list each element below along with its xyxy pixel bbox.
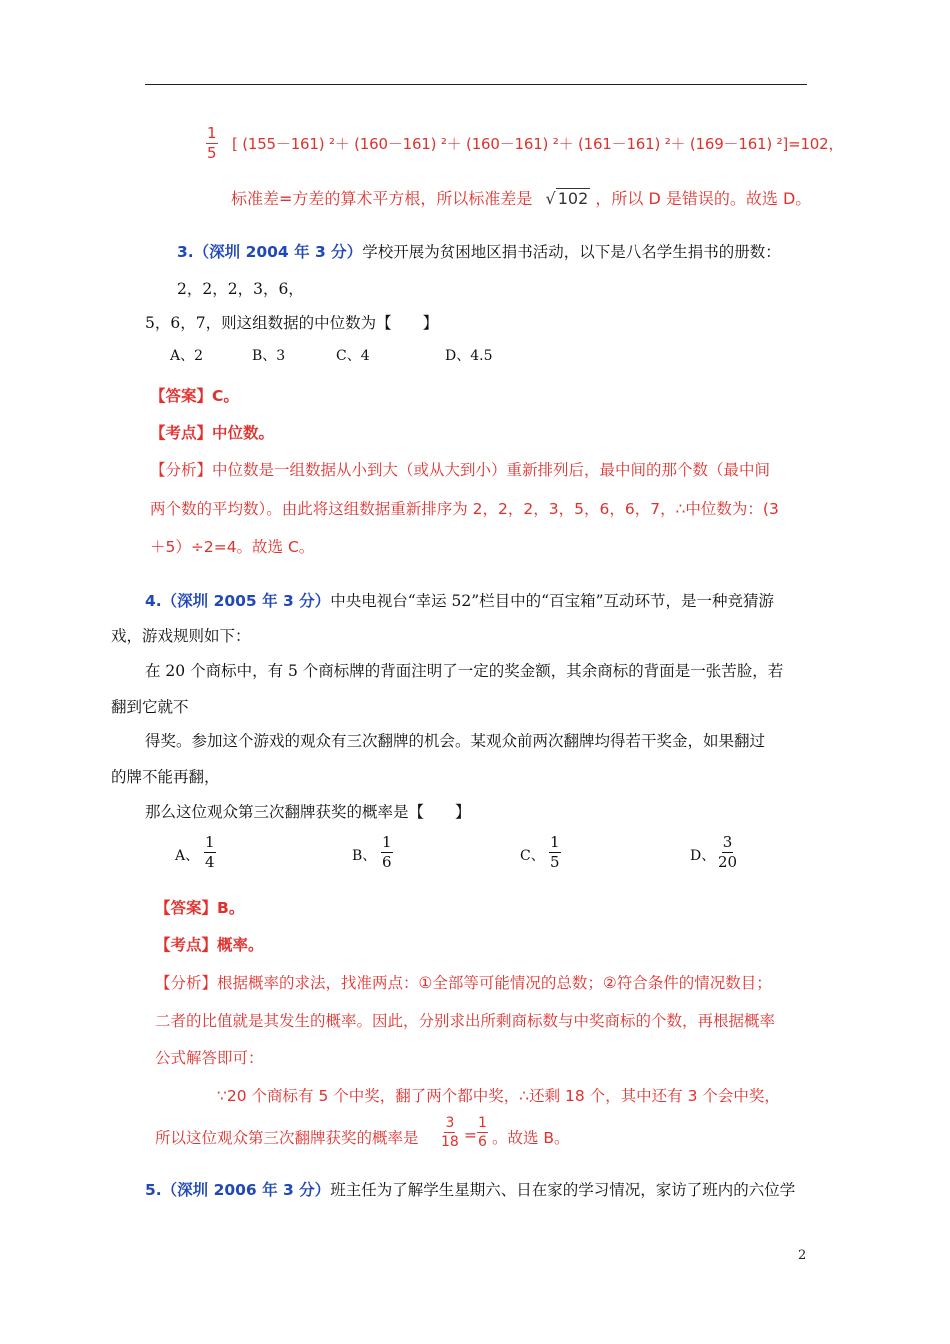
q4-option-a-num: 1 (205, 833, 215, 851)
q4-option-d-num: 3 (722, 833, 733, 851)
page-number: 2 (798, 1248, 807, 1263)
q4-option-d-label: D、 (690, 848, 716, 864)
q4-stem-l5: 得奖。参加这个游戏的观众有三次翻牌的机会。某观众前两次翻牌均得若干奖金，如果翻过 (145, 732, 766, 750)
q4-frac-3-18 (441, 1116, 459, 1149)
q4-stem-l6: 的牌不能再翻， (111, 768, 220, 786)
q3-point: 【考点】中位数。 (150, 424, 275, 442)
q4-stem-l1: 中央电视台“幸运 52”栏目中的“百宝箱”互动环节，是一种竞猜游 (330, 592, 775, 610)
q4-frac2-den: 6 (478, 1134, 487, 1150)
variance-expression: [ (155－161) ²＋ (160－161) ²＋ (160－161) ²＋ (161－161) ²＋ (169－161) ²]=102， (232, 135, 844, 153)
q3-tag: 3.（深圳 2004 年 3 分） (177, 243, 363, 261)
q4-option-a-fraction (204, 835, 216, 870)
q3-analysis-l2: 两个数的平均数）。由此将这组数据重新排序为 2，2，2，3，5，6，6，7，∴中位数为：(3 (150, 500, 779, 518)
q4-option-c-fraction (549, 835, 561, 870)
q4-tag: 4.（深圳 2005 年 3 分） (145, 592, 331, 610)
variance-line2-prefix: 标准差=方差的算术平方根，所以标准差是 (231, 189, 533, 208)
q4-option-b-num: 1 (382, 833, 392, 851)
variance-frac-den: 5 (207, 144, 217, 162)
q3-option-d: D、4.5 (445, 348, 493, 364)
q4-analysis-l5-suffix: 。故选 B。 (492, 1129, 570, 1147)
q4-analysis-l2: 二者的比值就是其发生的概率。因此，分别求出所剩商标数与中奖商标的个数，再根据概率 (155, 1012, 776, 1030)
q3-answer: 【答案】C。 (150, 387, 239, 405)
q3-option-c: C、4 (336, 348, 370, 364)
q4-option-c-den: 5 (550, 853, 560, 871)
q3-stem: 学校开展为贫困地区捐书活动，以下是八名学生捐书的册数： (362, 243, 781, 261)
q4-frac2-num: 1 (478, 1115, 487, 1131)
q4-analysis-l3: 公式解答即可： (155, 1049, 264, 1067)
q3-data-line1: 2，2，2，3，6， (177, 280, 304, 298)
q4-analysis-l4: ∵20 个商标有 5 个中奖，翻了两个都中奖，∴还剩 18 个，其中还有 3 个会中奖， (217, 1087, 780, 1105)
q3-heading (177, 240, 781, 262)
q3-analysis-l3: ＋5）÷2=4。故选 C。 (150, 538, 315, 556)
q3-option-b: B、3 (252, 348, 286, 364)
q4-stem-l3: 在 20 个商标中，有 5 个商标牌的背面注明了一定的奖金额，其余商标的背面是一张苦脸，若 (145, 662, 784, 680)
q3-analysis-l1: 【分析】中位数是一组数据从小到大（或从大到小）重新排列后，最中间的那个数（最中间 (150, 461, 771, 479)
q4-option-b-label: B、 (352, 848, 377, 864)
q4-option-c-num: 1 (550, 833, 560, 851)
variance-frac-num: 1 (207, 124, 217, 142)
q4-frac-1-6 (477, 1116, 488, 1149)
variance-line2-suffix: ，所以 D 是错误的。故选 D。 (595, 189, 812, 208)
q5-stem: 班主任为了解学生星期六、日在家的学习情况，家访了班内的六位学 (330, 1181, 796, 1199)
variance-fraction (206, 126, 218, 161)
q4-frac1-den: 18 (441, 1134, 459, 1150)
q4-frac1-num: 3 (445, 1115, 455, 1131)
q3-data-line2: 5，6，7，则这组数据的中位数为【 】 (145, 314, 439, 332)
q4-option-d-fraction (718, 835, 737, 870)
q4-equals: = (464, 1126, 477, 1144)
variance-line2 (231, 186, 811, 209)
q4-stem-l7: 那么这位观众第三次翻牌获奖的概率是【 】 (145, 803, 471, 821)
q4-option-b-den: 6 (382, 853, 392, 871)
q3-option-a: A、2 (170, 348, 204, 364)
q4-option-a-label: A、 (175, 848, 200, 864)
header-rule (145, 84, 807, 85)
sqrt-value: 102 (557, 189, 589, 208)
q4-option-d-den: 20 (718, 853, 738, 871)
q5-heading (145, 1178, 795, 1200)
q4-point: 【考点】概率。 (155, 936, 264, 954)
q4-option-b-fraction (381, 835, 393, 870)
sqrt-symbol: √ 102 (545, 189, 589, 208)
q4-heading (145, 589, 774, 611)
q4-option-c-label: C、 (520, 848, 545, 864)
q4-stem-l4: 翻到它就不 (111, 698, 189, 716)
q4-option-a-den: 4 (205, 853, 215, 871)
q5-tag: 5.（深圳 2006 年 3 分） (145, 1181, 331, 1199)
q4-analysis-l1: 【分析】根据概率的求法，找准两点：①全部等可能情况的总数；②符合条件的情况数目； (155, 974, 772, 992)
q4-analysis-l5-prefix: 所以这位观众第三次翻牌获奖的概率是 (155, 1129, 419, 1147)
q4-answer: 【答案】B。 (155, 899, 245, 917)
q4-stem-l2: 戏，游戏规则如下： (111, 627, 251, 645)
